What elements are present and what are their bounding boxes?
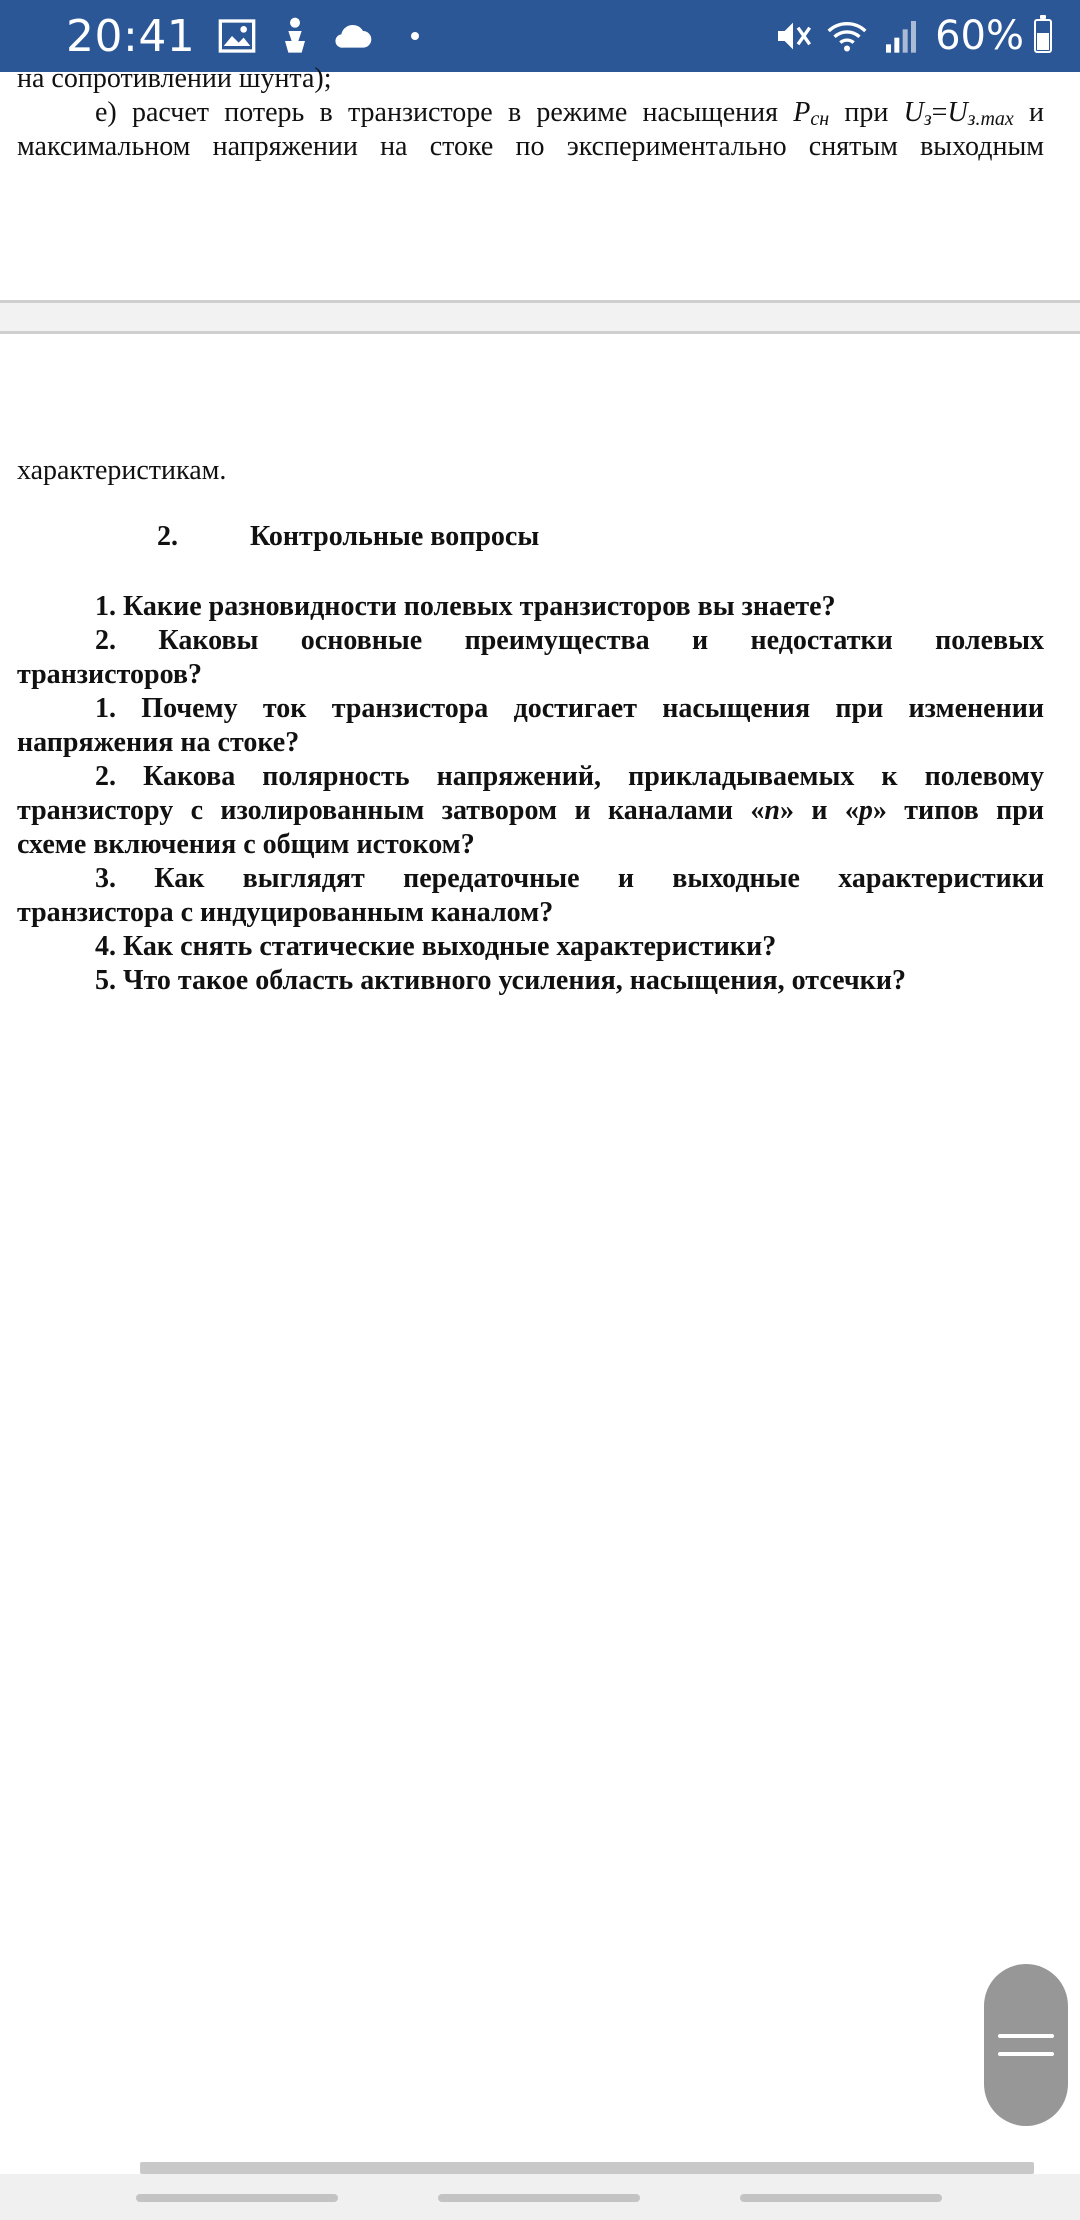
doc-line-shunt: на сопротивлении шунта); [17, 63, 332, 94]
section-heading: 2. Контрольные вопросы [157, 521, 540, 552]
nav-back-button[interactable] [740, 2194, 942, 2202]
question-5: 3. Как выглядят передаточные и выходные характеристики [95, 863, 1044, 894]
nav-home-button[interactable] [438, 2194, 640, 2202]
question-7: 5. Что такое область активного усиления, насыщения, отсечки? [95, 965, 906, 996]
question-6: 4. Как снять статические выходные характеристики? [95, 931, 777, 962]
question-3: 1. Почему ток транзистора достигает насыщения при изменении [95, 693, 1044, 724]
horizontal-scrollbar[interactable] [140, 2162, 1034, 2174]
menu-line-icon [998, 2034, 1054, 2038]
question-3-cont: напряжения на стоке? [17, 727, 300, 758]
status-time: 20:41 [66, 10, 196, 62]
question-4-cont: транзистору с изолированным затвором и каналами «n» и «p» типов при [17, 795, 1044, 826]
question-1: 1. Какие разновидности полевых транзисторов вы знаете? [95, 591, 836, 622]
doc-item-e-cont: максимальном напряжении на стоке по экспериментально снятым выходным [17, 131, 1044, 162]
menu-line-icon [998, 2052, 1054, 2056]
floating-menu-button[interactable] [984, 1964, 1068, 2126]
nav-recent-button[interactable] [136, 2194, 338, 2202]
question-4: 2. Какова полярность напряжений, прикладываемых к полевому [95, 761, 1044, 792]
question-5-cont: транзистора с индуцированным каналом? [17, 897, 554, 928]
page-break [0, 300, 1080, 334]
doc-item-e-end: характеристикам. [17, 455, 227, 486]
battery-percent: 60% [935, 13, 1024, 59]
question-4-end: схеме включения с общим истоком? [17, 829, 475, 860]
question-2: 2. Каковы основные преимущества и недостатки полевых [95, 625, 1044, 656]
navigation-bar [0, 2174, 1080, 2220]
doc-item-e: е) расчет потерь в транзисторе в режиме насыщения $P_{сн}$ при $U_з=U_{з.max}$ и [95, 97, 1045, 130]
question-2-cont: транзисторов? [17, 659, 202, 690]
